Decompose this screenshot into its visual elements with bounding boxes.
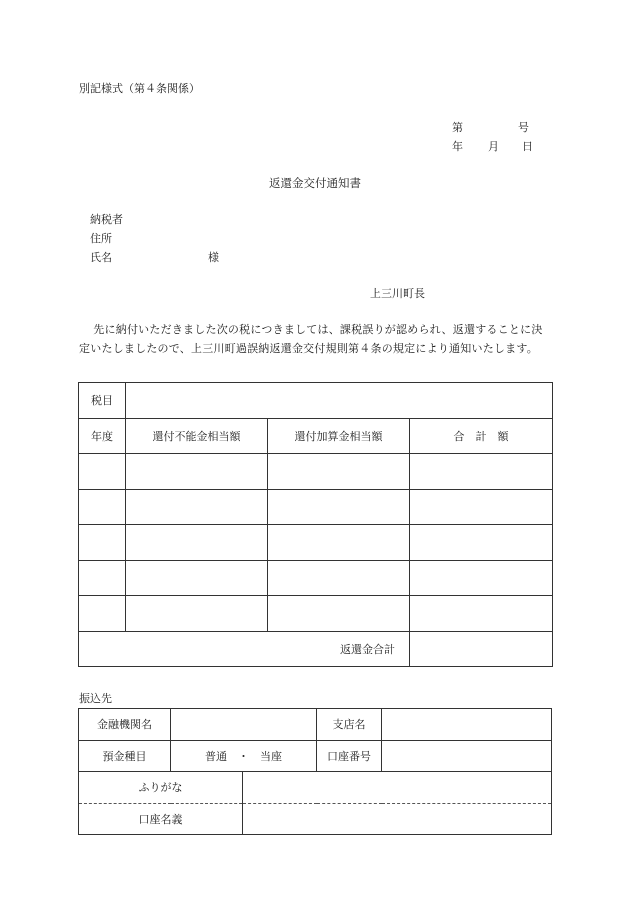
tax-item-label: 税目 [79,383,126,419]
issuer: 上三川町長 [370,287,425,300]
body-text: 先に納付いただきました次の税につきましては、課税誤りが認められ、返還することに決定いたしましたので、上三川町過誤納返還金交付規則第４条の規定により通知いたします。 [79,323,543,355]
name-row [90,248,219,267]
refund-addition-header: 還付加算金相当額 [268,418,410,454]
year-cell[interactable] [79,454,126,490]
total-amount-header: 合 計 額 [410,418,553,454]
year-cell[interactable] [79,489,126,525]
name-label: 氏名 [90,251,112,264]
taxpayer-label: 納税者 [90,213,123,226]
year-cell[interactable] [79,596,126,632]
unrefundable-amount-header: 還付不能金相当額 [126,418,268,454]
tax-item-value[interactable] [126,383,553,419]
table-row [79,454,553,490]
day-label: 日 [522,140,533,153]
transfer-label: 振込先 [79,692,112,705]
account-number-label: 口座番号 [317,740,382,772]
refund-total-label: 返還金合計 [79,631,410,667]
total-cell[interactable] [410,454,553,490]
refund-addition-cell[interactable] [268,454,410,490]
refund-total-value[interactable] [410,631,553,667]
refund-addition-cell[interactable] [268,596,410,632]
document-number-row [452,118,533,137]
deposit-type-label: 預金種目 [79,740,171,772]
bank-row [79,709,552,741]
refund-addition-cell[interactable] [268,525,410,561]
bank-name-value[interactable] [171,709,317,741]
total-cell[interactable] [410,596,553,632]
unrefundable-cell[interactable] [126,454,268,490]
fiscal-year-header: 年度 [79,418,126,454]
unrefundable-cell[interactable] [126,560,268,596]
year-cell[interactable] [79,525,126,561]
tax-table [78,382,553,667]
furigana-value[interactable] [243,772,552,804]
reference-block [452,118,533,156]
account-holder-value[interactable] [243,803,552,835]
address-label: 住所 [90,232,112,245]
account-holder-row [79,803,552,835]
honorific: 様 [208,251,219,264]
year-cell[interactable] [79,560,126,596]
year-label: 年 [452,140,463,153]
total-cell[interactable] [410,525,553,561]
total-cell[interactable] [410,489,553,525]
bank-table [78,708,552,835]
table-row [79,525,553,561]
table-row [79,560,553,596]
recipient-block [90,210,219,267]
number-suffix: 号 [518,121,529,134]
deposit-type-options[interactable]: 普通 ・ 当座 [171,740,317,772]
branch-name-label: 支店名 [317,709,382,741]
tax-item-row [79,383,553,419]
account-holder-label: 口座名義 [79,803,243,835]
total-row [79,631,553,667]
bank-name-label: 金融機関名 [79,709,171,741]
form-label: 別記様式（第４条関係） [79,82,200,95]
unrefundable-cell[interactable] [126,596,268,632]
month-label: 月 [488,140,499,153]
number-prefix: 第 [452,121,463,134]
unrefundable-cell[interactable] [126,489,268,525]
furigana-row [79,772,552,804]
table-row [79,596,553,632]
total-cell[interactable] [410,560,553,596]
table-row [79,489,553,525]
refund-addition-cell[interactable] [268,560,410,596]
document-title: 返還金交付通知書 [269,176,361,190]
unrefundable-cell[interactable] [126,525,268,561]
branch-name-value[interactable] [382,709,552,741]
refund-addition-cell[interactable] [268,489,410,525]
deposit-row [79,740,552,772]
account-number-value[interactable] [382,740,552,772]
furigana-label: ふりがな [79,772,243,804]
header-row [79,418,553,454]
date-row [452,137,533,156]
